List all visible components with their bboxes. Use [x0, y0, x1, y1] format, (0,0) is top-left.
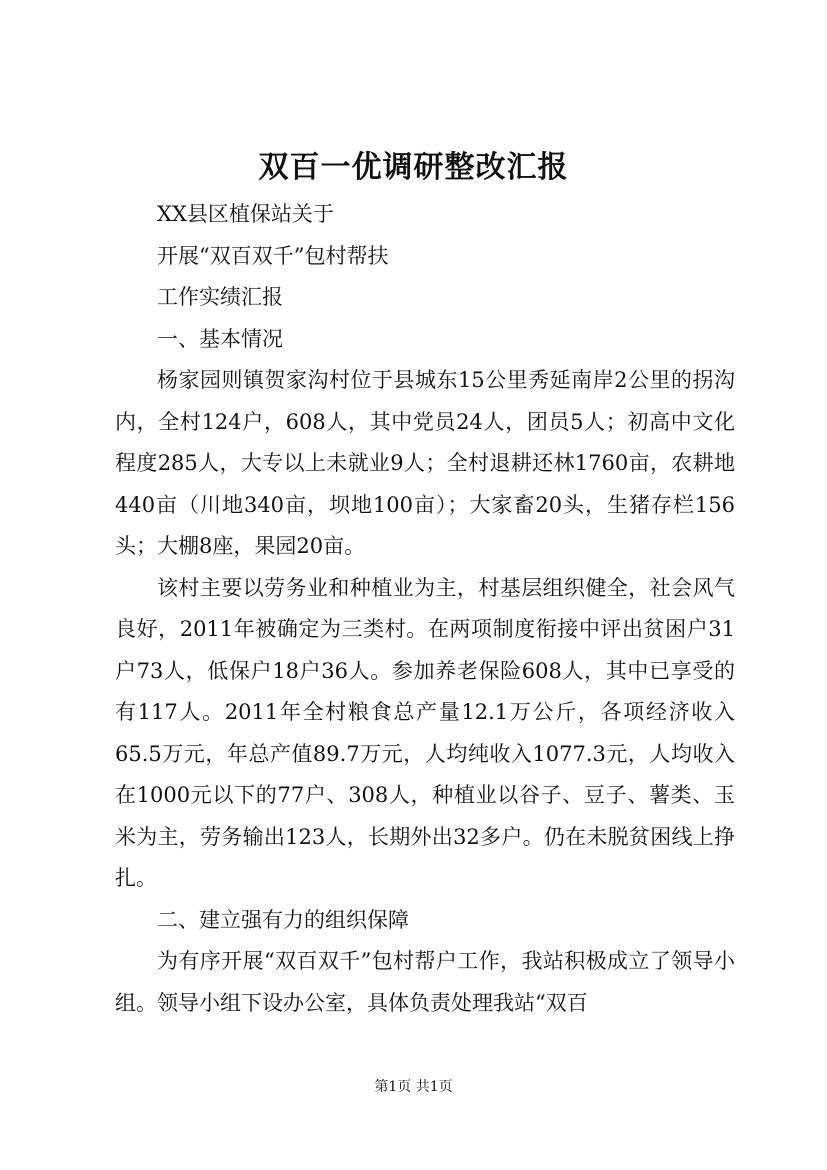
section-heading-organization: 二、建立强有力的组织保障 — [157, 907, 409, 932]
paragraph-heading-line-3: 工作实绩汇报 — [157, 285, 283, 309]
paragraph-economy: 该村主要以劳务业和种植业为主，村基层组织健全，社会风气良好，2011年被确定为三类村。在两项制度衔接中评出贫困户31户73人，低保户18户36人。参加养老保险608人，其中已享受的有117人。2011年全村粮食总产量12.1万公斤，各项经济收入65.5万元，年总产值89.7万元，人均纯收入1077.3元，人均收入在1000元以下的77户、308人，种植业以谷子、豆子、薯类、玉米为主，劳务输出123人，长期外出32多户。仍在未脱贫困线上挣扎。 — [115, 575, 735, 890]
page-footer: 第1页 共1页 — [374, 1079, 453, 1095]
paragraph-leadership-group: 为有序开展“双百双千”包村帮户工作，我站积极成立了领导小组。领导小组下设办公室，具体负责处理我站“双百 — [115, 949, 735, 1015]
document-title: 双百一优调研整改汇报 — [258, 150, 569, 185]
paragraph-heading-line-1: XX县区植保站关于 — [157, 202, 334, 226]
paragraph-heading-line-2: 开展“双百双千”包村帮扶 — [157, 243, 389, 268]
document-body — [115, 194, 735, 1024]
section-heading-basic-info: 一、基本情况 — [157, 326, 283, 351]
paragraph-village-overview: 杨家园则镇贺家沟村位于县城东15公里秀延南岸2公里的拐沟内，全村124户，608人，其中党员24人，团员5人；初高中文化程度285人，大专以上未就业9人；全村退耕还林1760亩，农耕地440亩（川地340亩，坝地100亩）；大家畜20头，生猪存栏156头；大棚8座，果园20亩。 — [115, 368, 735, 558]
